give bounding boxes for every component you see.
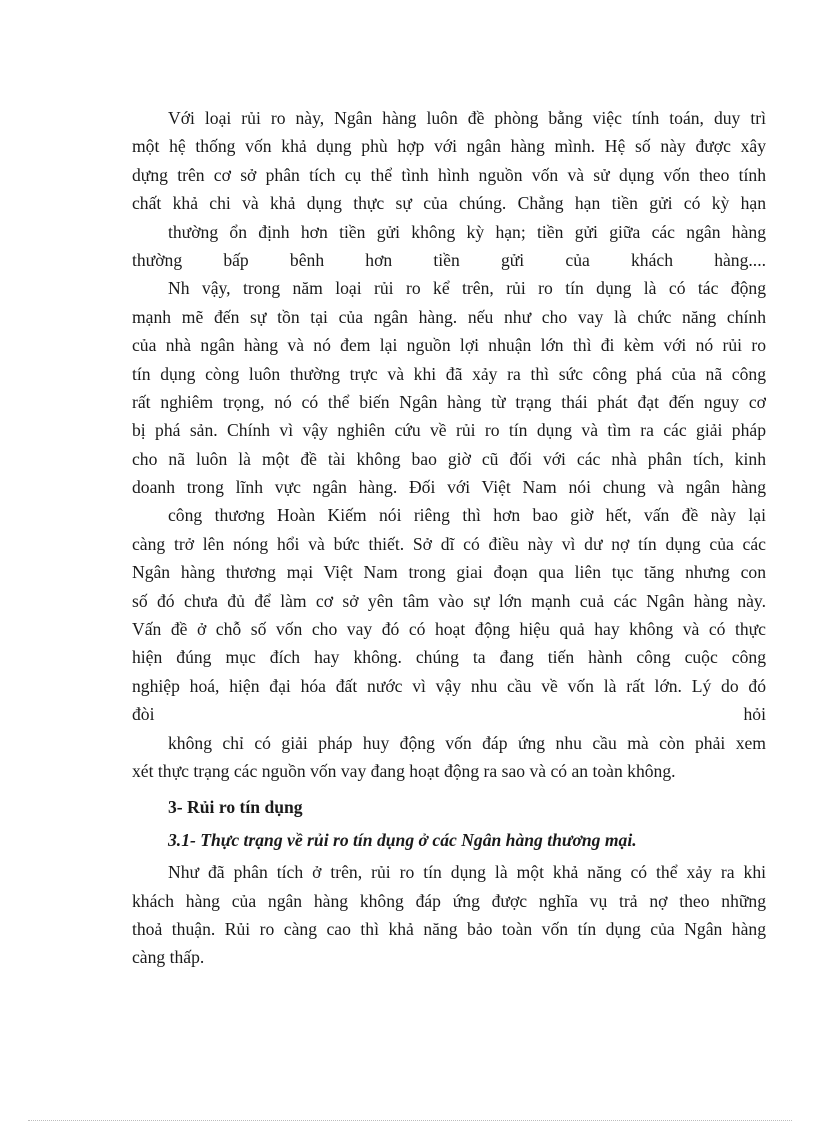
paragraph-deposit-stability	[132, 218, 766, 275]
text-line: khách hàng của ngân hàng không đáp ứng được nghĩa vụ trả nợ theo những	[132, 890, 766, 911]
text-line: Nh vậy, trong năm loại rủi ro kể trên, rủi ro tín dụng là có tác động	[168, 278, 766, 299]
text-line: công thương Hoàn Kiếm nói riêng thì hơn bao giờ hết, vấn đề này lại	[168, 505, 766, 526]
text-line: thường ổn định hơn tiền gửi không kỳ hạn; tiền gửi giữa các ngân hàng	[168, 221, 766, 242]
text-line: Vấn đề ở chỗ số vốn cho vay đó có hoạt động hiệu quả hay không và có thực	[132, 619, 766, 640]
text-line: cho nã luôn là một đề tài không bao giờ cũ đối với các nhà phân tích, kinh	[132, 448, 766, 469]
text-line: số đó chưa đủ để làm cơ sở yên tâm vào sự lớn mạnh cuả các Ngân hàng này.	[132, 590, 766, 611]
text-line: chất khả chi và khả dụng thực sự của chúng. Chẳng hạn tiền gửi có kỳ hạn	[132, 193, 766, 214]
text-line: Như đã phân tích ở trên, rủi ro tín dụng là một khả năng có thể xảy ra khi	[168, 862, 766, 883]
paragraph-liquidity-risk	[132, 104, 766, 218]
text-line: càng trở lên nóng hổi và bức thiết. Sở dĩ có điều này vì dư nợ tín dụng của các	[132, 533, 766, 554]
subsection-heading: 3.1- Thực trạng về rủi ro tín dụng ở các Ngân hàng thương mại.	[168, 829, 637, 850]
paragraph-credit-risk-definition	[132, 858, 766, 972]
text-line: xét thực trạng các nguồn vốn vay đang hoạt động ra sao và có an toàn không.	[132, 760, 676, 781]
section-heading: 3- Rủi ro tín dụng	[168, 797, 303, 818]
text-line: tín dụng còng luôn thường trực và khi đã xảy ra thì sức công phá của nã công	[132, 363, 766, 384]
text-line: đòi hỏi	[132, 704, 766, 725]
paragraph-hoan-kiem-bank	[132, 501, 766, 728]
text-line: của nhà ngân hàng và nó đem lại nguồn lợi nhuận lớn thì đi kèm với nó rủi ro	[132, 335, 766, 356]
document-body	[132, 104, 766, 972]
page-bottom-divider	[28, 1120, 792, 1121]
text-line: thường bấp bênh hơn tiền gửi của khách hàng....	[132, 249, 766, 270]
text-line: mạnh mẽ đến sự tồn tại của ngân hàng. nếu như cho vay là chức năng chính	[132, 306, 766, 327]
text-line: Với loại rủi ro này, Ngân hàng luôn đề phòng bằng việc tính toán, duy trì	[168, 108, 766, 128]
text-line: rất nghiêm trọng, nó có thể biến Ngân hàng từ trạng thái phát đạt đến nguy cơ	[132, 391, 766, 412]
text-line: doanh trong lĩnh vực ngân hàng. Đối với Việt Nam nói chung và ngân hàng	[132, 477, 766, 498]
text-line: không chỉ có giải pháp huy động vốn đáp ứng nhu cầu mà còn phải xem	[168, 732, 766, 753]
text-line: Ngân hàng thương mại Việt Nam trong giai đoạn qua liên tục tăng nhưng con	[132, 562, 766, 583]
text-line: hiện đúng mục đích hay không. chúng ta đang tiến hành công cuộc công	[132, 647, 766, 668]
text-line: một hệ thống vốn khả dụng phù hợp với ngân hàng mình. Hệ số này được xây	[132, 136, 766, 157]
text-line: thoả thuận. Rủi ro càng cao thì khả năng bảo toàn vốn tín dụng của Ngân hàng	[132, 918, 766, 939]
paragraph-credit-risk-importance	[132, 274, 766, 501]
paragraph-capital-solutions	[132, 729, 766, 786]
text-line: càng thấp.	[132, 947, 205, 968]
text-line: bị phá sản. Chính vì vậy nghiên cứu về rủi ro tín dụng và tìm ra các giải pháp	[132, 420, 766, 441]
text-line: nghiệp hoá, hiện đại hóa đất nước vì vậy nhu cầu về vốn là rất lớn. Lý do đó	[132, 675, 766, 696]
text-line: dựng trên cơ sở phân tích cụ thể tình hình nguồn vốn và sử dụng vốn theo tính	[132, 164, 766, 185]
